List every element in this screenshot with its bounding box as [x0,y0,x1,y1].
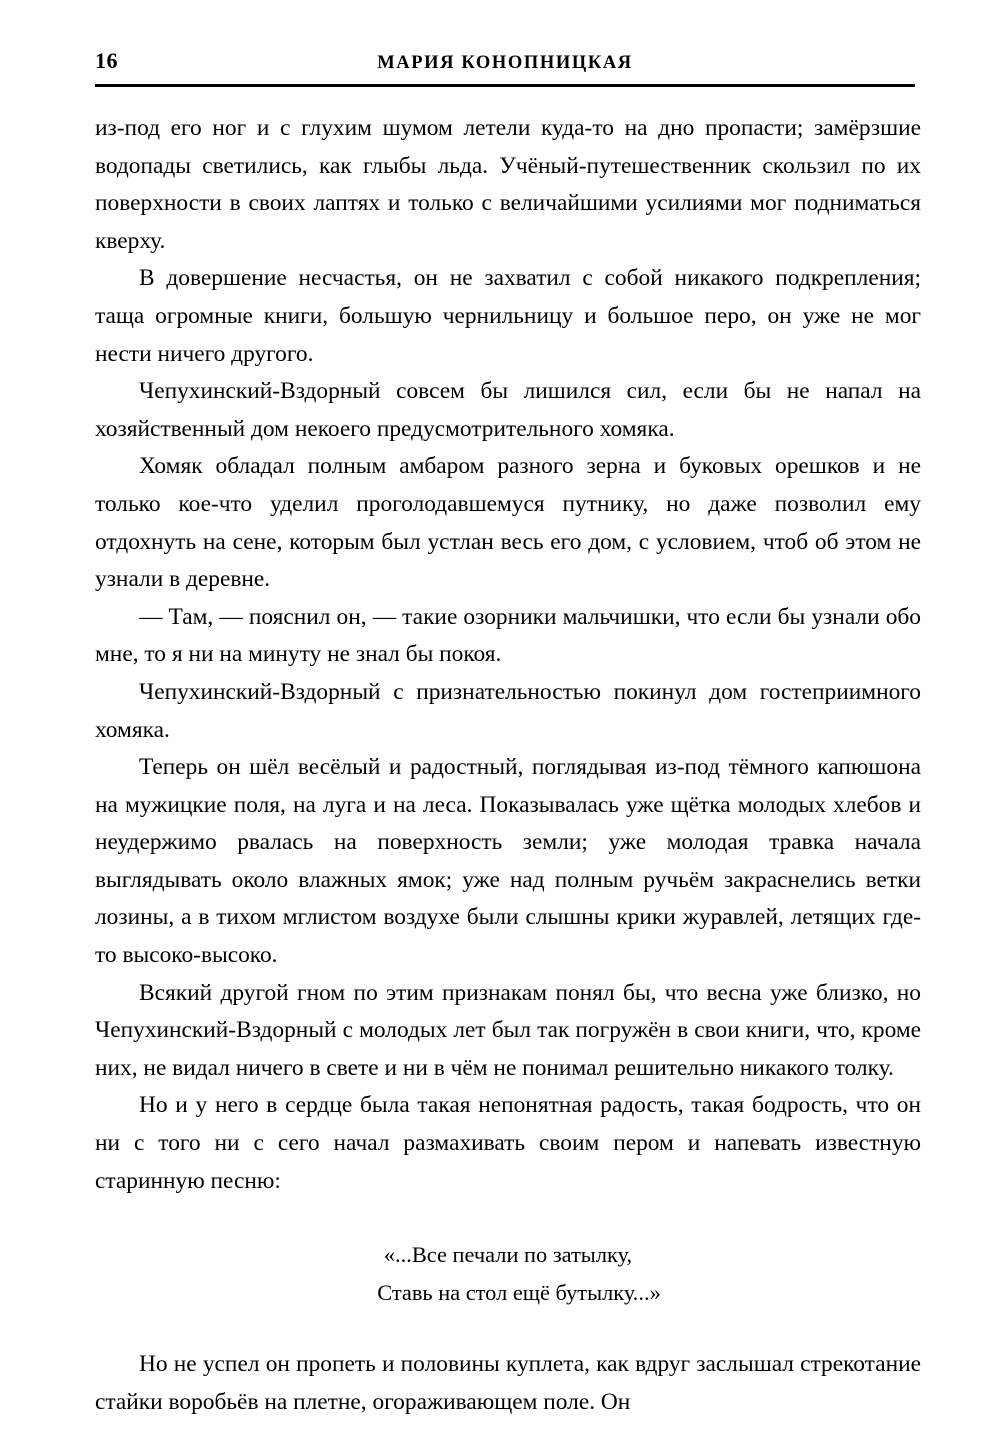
verse-line: Ставь на стол ещё бутылку...» [377,1280,661,1306]
paragraph: — Там, — пояснил он, — такие озорники мальчишки, что если бы узнали обо мне, то я ни на минуту не знал бы покоя. [95,603,921,668]
paragraph: Чепухинский-Вздорный с признательностью покинул дом гостеприимного хомяка. [95,678,921,743]
paragraph: Хомяк обладал полным амбаром разного зерна и буковых орешков и не только кое-что уделил проголодавшемуся путнику, но даже позволил ему отдохнуть на сене, которым был устлан весь его дом, с условием, чтоб об этом не узнали в деревне. [95,453,921,593]
page-header [95,48,915,88]
page-body [95,110,921,1421]
paragraph: Всякий другой гном по этим признакам понял бы, что весна уже близко, но Чепухинский-Вздорный с молодых лет был так погружён в свои книги, что, кроме них, не видал ничего в свете и ни в чём не понимал решительно никакого толку. [95,979,921,1081]
paragraph: из-под его ног и с глухим шумом летели куда-то на дно пропасти; замёрзшие водопады светились, как глыбы льда. Учёный-путешественник скользил по их поверхности в своих лаптях и только с величайшими усилиями мог подниматься кверху. [95,115,921,254]
header-row [95,48,915,78]
verse-line: «...Все печали по затылку, [383,1242,633,1268]
paragraph: Теперь он шёл весёлый и радостный, поглядывая из-под тёмного капюшона на мужицкие поля, на луга и на леса. Показывалась уже щётка молодых хлебов и неудержимо рвалась на поверхность земли; уже молодая травка начала выглядывать около влажных ямок; уже над полным ручьём закраснелись ветки лозины, а в тихом мглистом воздухе были слышны крики журавлей, летящих где-то высоко-высоко. [95,754,921,969]
paragraph: Чепухинский-Вздорный совсем бы лишился сил, если бы не напал на хозяйственный дом некоего предусмотрительного хомяка. [95,378,921,442]
paragraph: В довершение несчастья, он не захватил с собой никакого подкрепления; таща огромные книги, большую чернильницу и большое перо, он уже не мог нести ничего другого. [95,265,921,367]
verse-block [95,1236,921,1312]
paragraph: Но не успел он пропеть и половины куплета, как вдруг заслышал стрекотание стайки воробьёв на плетне, огораживающем поле. Он [95,1351,921,1415]
header-divider [95,84,915,87]
page-number: 16 [95,48,118,73]
paragraph: Но и у него в сердце была такая непонятная радость, такая бодрость, что он ни с того ни с сего начал размахивать своим пером и напевать известную старинную песню: [95,1092,921,1194]
running-title: МАРИЯ КОНОПНИЦКАЯ [377,53,633,73]
